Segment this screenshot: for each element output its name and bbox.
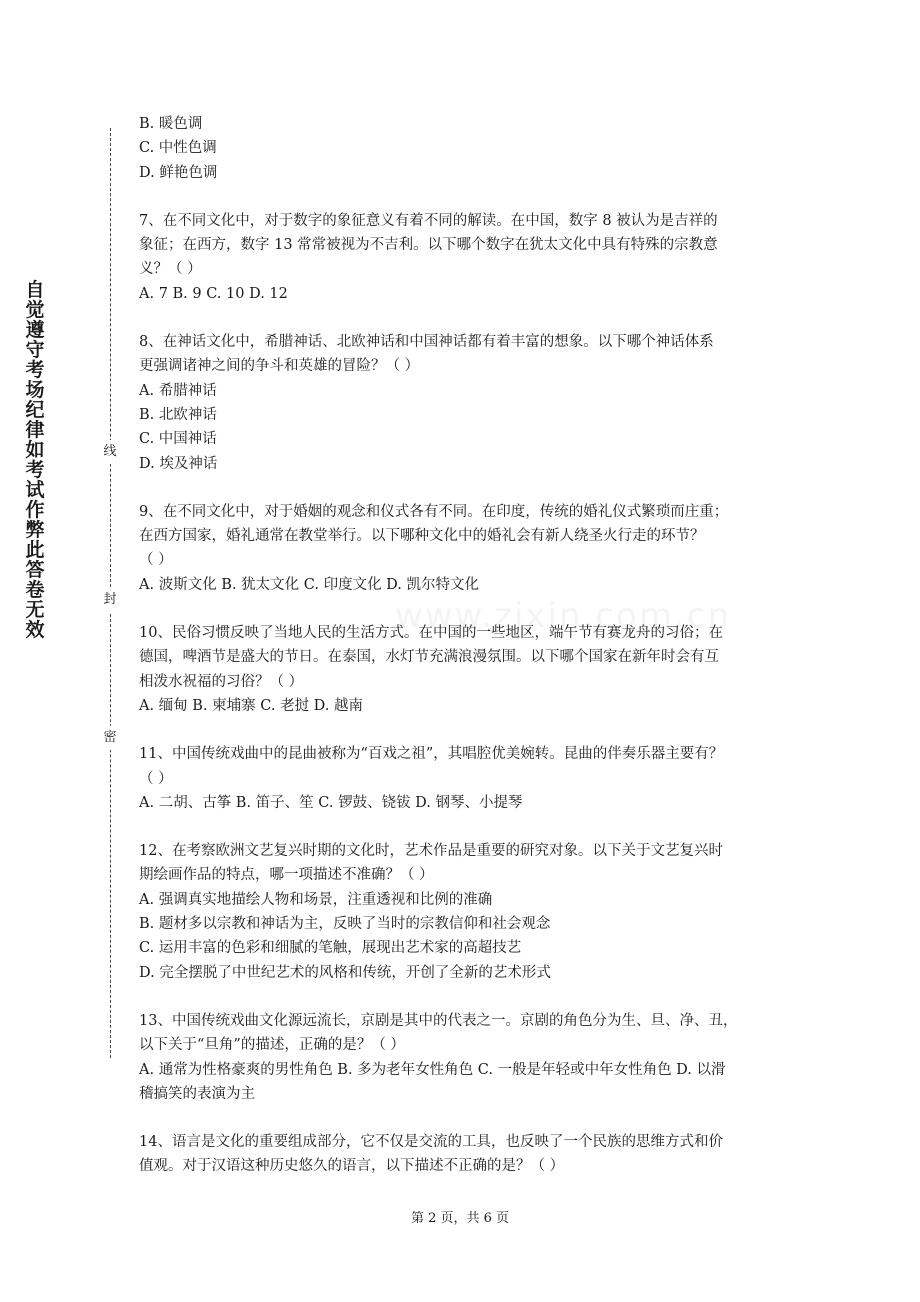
question-13: [139, 1009, 787, 1106]
question-6-options: [139, 112, 787, 185]
question-stem-line: 8、在神话文化中，希腊神话、北欧神话和中国神话都有着丰富的想象。以下哪个神话体系: [139, 334, 714, 351]
question-stem-line: 10、民俗习惯反映了当地人民的生活方式。在中国的一些地区，端午节有赛龙舟的习俗；在: [139, 625, 723, 642]
question-12: [139, 839, 787, 985]
question-stem-line: 相泼水祝福的习俗？（ ）: [139, 673, 304, 690]
question-8: [139, 330, 787, 476]
question-stem-line: （ ）: [139, 770, 173, 787]
option-line: C. 中性色调: [139, 140, 217, 157]
question-stem-line: 14、语言是文化的重要组成部分，它不仅是交流的工具，也反映了一个民族的思维方式和价: [139, 1134, 723, 1151]
question-11: [139, 742, 787, 815]
option-line: A. 通常为性格豪爽的男性角色 B. 多为老年女性角色 C. 一般是年轻或中年女性角色 D. 以滑: [139, 1061, 726, 1078]
question-9: [139, 500, 787, 597]
option-line: A. 7 B. 9 C. 10 D. 12: [139, 285, 288, 302]
question-stem-line: 在西方国家，婚礼通常在教堂举行。以下哪种文化中的婚礼会有新人绕圣火行走的环节？: [139, 528, 705, 545]
option-line: A. 希腊神话: [139, 382, 217, 399]
seal-label-xian: 线: [101, 440, 119, 464]
option-line: B. 北欧神话: [139, 406, 217, 423]
option-line: 稽搞笑的表演为主: [139, 1085, 255, 1102]
option-line: A. 强调真实地描绘人物和场景，注重透视和比例的准确: [139, 891, 493, 908]
question-stem-line: 12、在考察欧洲文艺复兴时期的文化时，艺术作品是重要的研究对象。以下关于文艺复兴时: [139, 843, 723, 860]
option-line: D. 鲜艳色调: [139, 164, 218, 181]
option-line: A. 缅甸 B. 柬埔寨 C. 老挝 D. 越南: [139, 697, 364, 714]
question-14: [139, 1130, 787, 1179]
option-line: C. 中国神话: [139, 431, 217, 448]
question-7: [139, 209, 787, 306]
question-stem-line: 7、在不同文化中，对于数字的象征意义有着不同的解读。在中国，数字 8 被认为是吉祥的: [139, 212, 718, 229]
question-stem-line: 象征；在西方，数字 13 常常被视为不吉利。以下哪个数字在犹太文化中具有特殊的宗教意: [139, 237, 718, 254]
option-line: A. 二胡、古筝 B. 笛子、笙 C. 锣鼓、铙钹 D. 钢琴、小提琴: [139, 794, 523, 811]
option-line: B. 暖色调: [139, 116, 203, 132]
option-line: D. 完全摆脱了中世纪艺术的风格和传统，开创了全新的艺术形式: [139, 964, 551, 981]
question-stem-line: （ ）: [139, 552, 173, 569]
question-stem-line: 更强调诸神之间的争斗和英雄的冒险？（ ）: [139, 358, 420, 375]
option-line: D. 埃及神话: [139, 455, 218, 472]
option-line: B. 题材多以宗教和神话为主，反映了当时的宗教信仰和社会观念: [139, 916, 551, 933]
seal-label-feng: 封: [101, 588, 119, 612]
exam-discipline-notice: 自觉遵守考场纪律如考试作弊此答卷无效: [25, 279, 45, 641]
question-stem-line: 以下关于“旦角”的描述，正确的是？（ ）: [139, 1037, 405, 1054]
question-stem-line: 德国，啤酒节是盛大的节日。在泰国，水灯节充满浪漫氛围。以下哪个国家在新年时会有互: [139, 649, 719, 666]
question-stem-line: 11、中国传统戏曲中的昆曲被称为“百戏之祖”，其唱腔优美婉转。昆曲的伴奏乐器主要有？: [139, 746, 724, 763]
question-list: [139, 112, 787, 1203]
question-stem-line: 9、在不同文化中，对于婚姻的观念和仪式各有不同。在印度，传统的婚礼仪式繁琐而庄重；: [139, 503, 729, 520]
question-stem-line: 义？（ ）: [139, 261, 202, 278]
option-line: C. 运用丰富的色彩和细腻的笔触，展现出艺术家的高超技艺: [139, 940, 522, 957]
page-number-footer: 第 2 页，共 6 页: [410, 1211, 510, 1226]
seal-label-mi: 密: [101, 726, 119, 750]
question-stem-line: 13、中国传统戏曲文化源远流长，京剧是其中的代表之一。京剧的角色分为生、旦、净、丑，: [139, 1012, 738, 1029]
question-stem-line: 值观。对于汉语这种历史悠久的语言，以下描述不正确的是？（ ）: [139, 1158, 565, 1175]
question-stem-line: 期绘画作品的特点，哪一项描述不准确？（ ）: [139, 867, 434, 884]
question-10: [139, 621, 787, 718]
option-line: A. 波斯文化 B. 犹太文化 C. 印度文化 D. 凯尔特文化: [139, 576, 480, 593]
